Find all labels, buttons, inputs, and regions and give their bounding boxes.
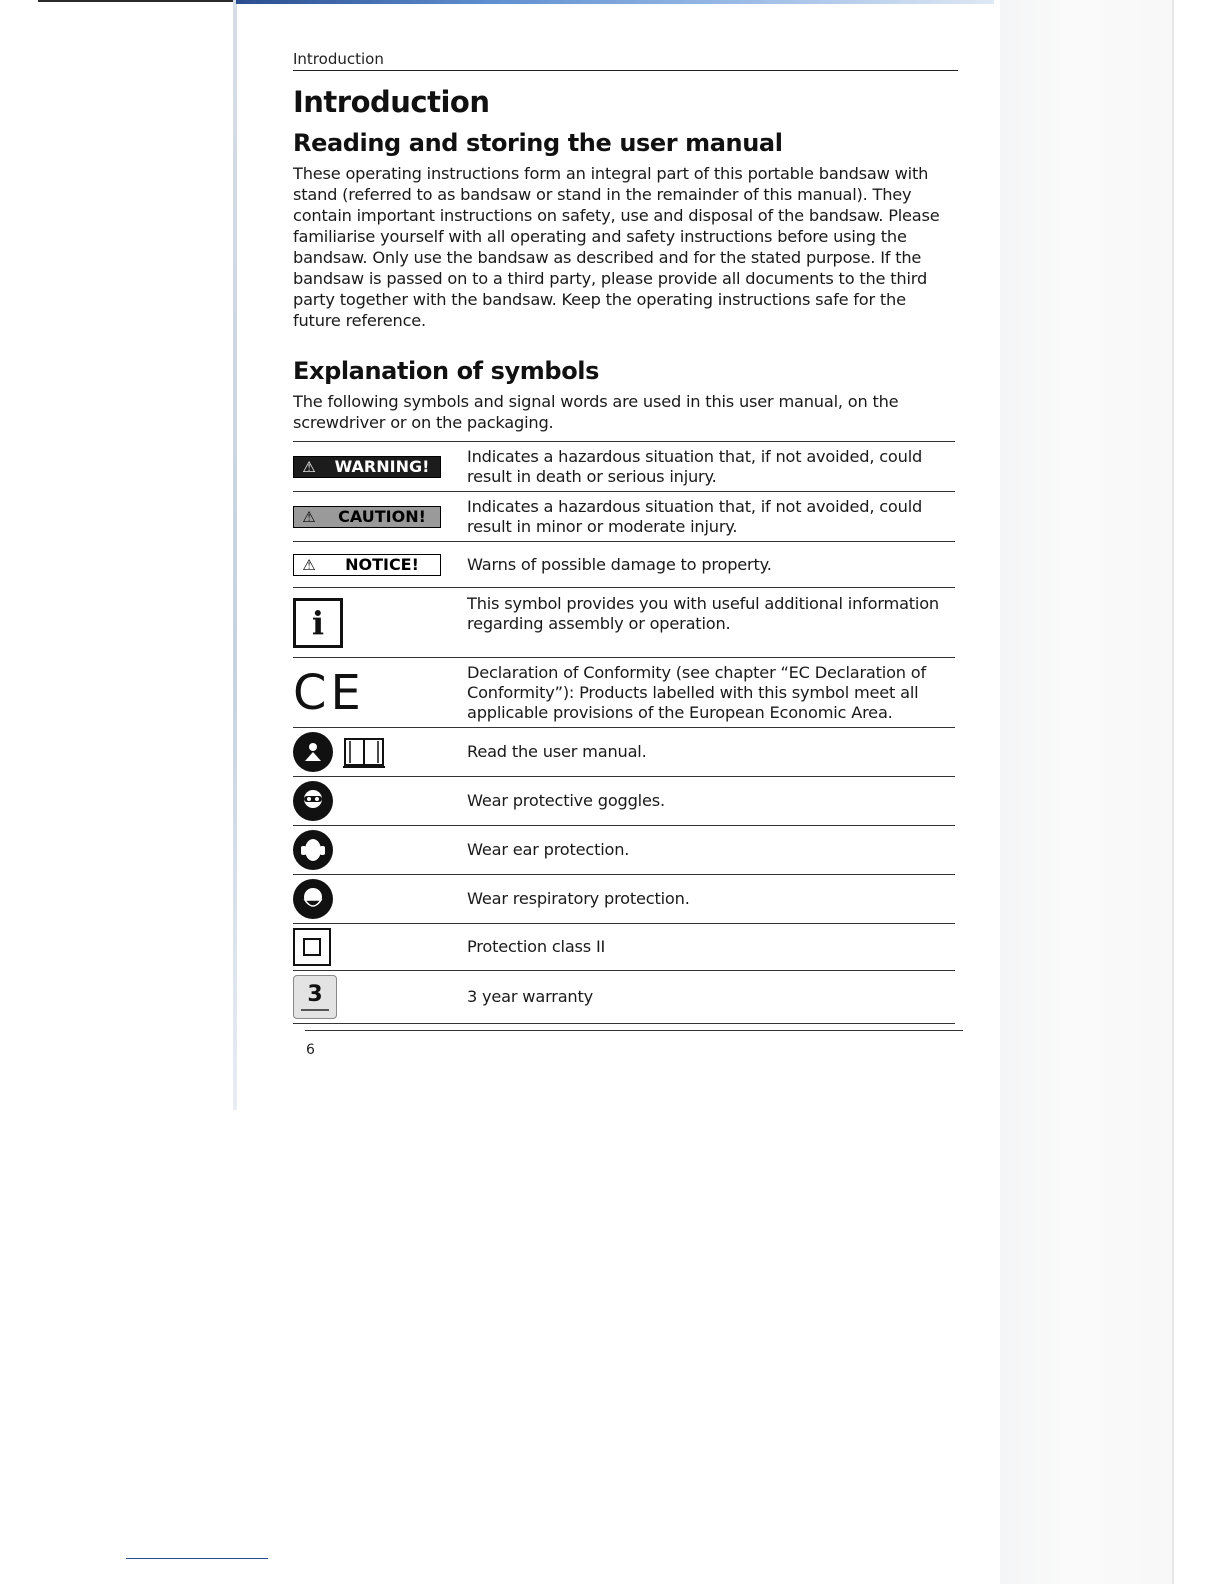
warning-label: ⚠ WARNING!: [293, 456, 441, 478]
table-row: [293, 777, 955, 826]
row-description: Indicates a hazardous situation that, if not avoided, could result in death or serious injury.: [467, 442, 955, 492]
row-description: Indicates a hazardous situation that, if not avoided, could result in minor or moderate injury.: [467, 492, 955, 542]
row-description: 3 year warranty: [467, 971, 955, 1024]
scan-bottom-mark: [126, 1558, 268, 1559]
table-row: [293, 442, 955, 492]
row-description: Wear respiratory protection.: [467, 875, 955, 924]
scan-right-edge: [1172, 0, 1174, 1584]
table-row: [293, 492, 955, 542]
open-book-icon: [342, 735, 386, 769]
read-manual-person-icon: [293, 732, 333, 772]
info-icon: i: [293, 598, 343, 648]
page-title: Introduction: [293, 85, 490, 119]
warning-triangle-icon: ⚠: [302, 555, 316, 574]
scan-background: [1000, 0, 1174, 1584]
bottom-rule: [305, 1030, 963, 1031]
table-row: [293, 826, 955, 875]
table-row: [293, 542, 955, 588]
section-body-reading: These operating instructions form an integral part of this portable bandsaw with stand (referred to as bandsaw or stand in the remainder of this manual). They contain important instructions on safety, use and disposal of the bandsaw. Please familiarise yourself with all operating and safety instructions before using the bandsaw. Only use the bandsaw as described and for the stated purpose. If the bandsaw is passed on to a third party, please provide all documents to the third party together with the bandsaw. Keep the operating instructions safe for the future reference.: [293, 164, 940, 330]
row-description: Warns of possible damage to property.: [467, 542, 955, 588]
symbols-table: [293, 441, 955, 1024]
respirator-icon: [293, 879, 333, 919]
symbols-intro: The following symbols and signal words are used in this user manual, on the screwdriver or on the packaging.: [293, 392, 899, 432]
warning-triangle-icon: ⚠: [302, 507, 316, 526]
table-row: [293, 588, 955, 658]
row-description: Wear ear protection.: [467, 826, 955, 875]
table-row: [293, 728, 955, 777]
row-description: Wear protective goggles.: [467, 777, 955, 826]
caution-label: ⚠ CAUTION!: [293, 506, 441, 528]
ce-mark-icon: CE: [293, 664, 365, 721]
table-row: [293, 971, 955, 1024]
cover-edge-strip: [236, 0, 994, 4]
table-row: [293, 875, 955, 924]
page-content: [293, 50, 958, 1024]
warning-triangle-icon: ⚠: [302, 457, 316, 476]
table-row: [293, 924, 955, 971]
warranty-icon: 3: [293, 975, 337, 1019]
row-description: Read the user manual.: [467, 728, 955, 777]
notice-label: ⚠ NOTICE!: [293, 554, 441, 576]
ear-protection-icon: [293, 830, 333, 870]
goggles-icon: [293, 781, 333, 821]
row-description: Declaration of Conformity (see chapter “EC Declaration of Conformity”): Products labelled with this symbol meet all applicable provisions of the European Economic Area.: [467, 658, 955, 728]
protection-class-ii-icon: [293, 928, 331, 966]
row-description: This symbol provides you with useful additional information regarding assembly or operation.: [467, 588, 955, 658]
page-number: 6: [306, 1042, 315, 1058]
row-description: Protection class II: [467, 924, 955, 971]
section-heading-symbols: Explanation of symbols: [293, 357, 599, 385]
table-row: [293, 658, 955, 728]
running-head: Introduction: [293, 50, 958, 71]
section-heading-reading: Reading and storing the user manual: [293, 129, 783, 157]
